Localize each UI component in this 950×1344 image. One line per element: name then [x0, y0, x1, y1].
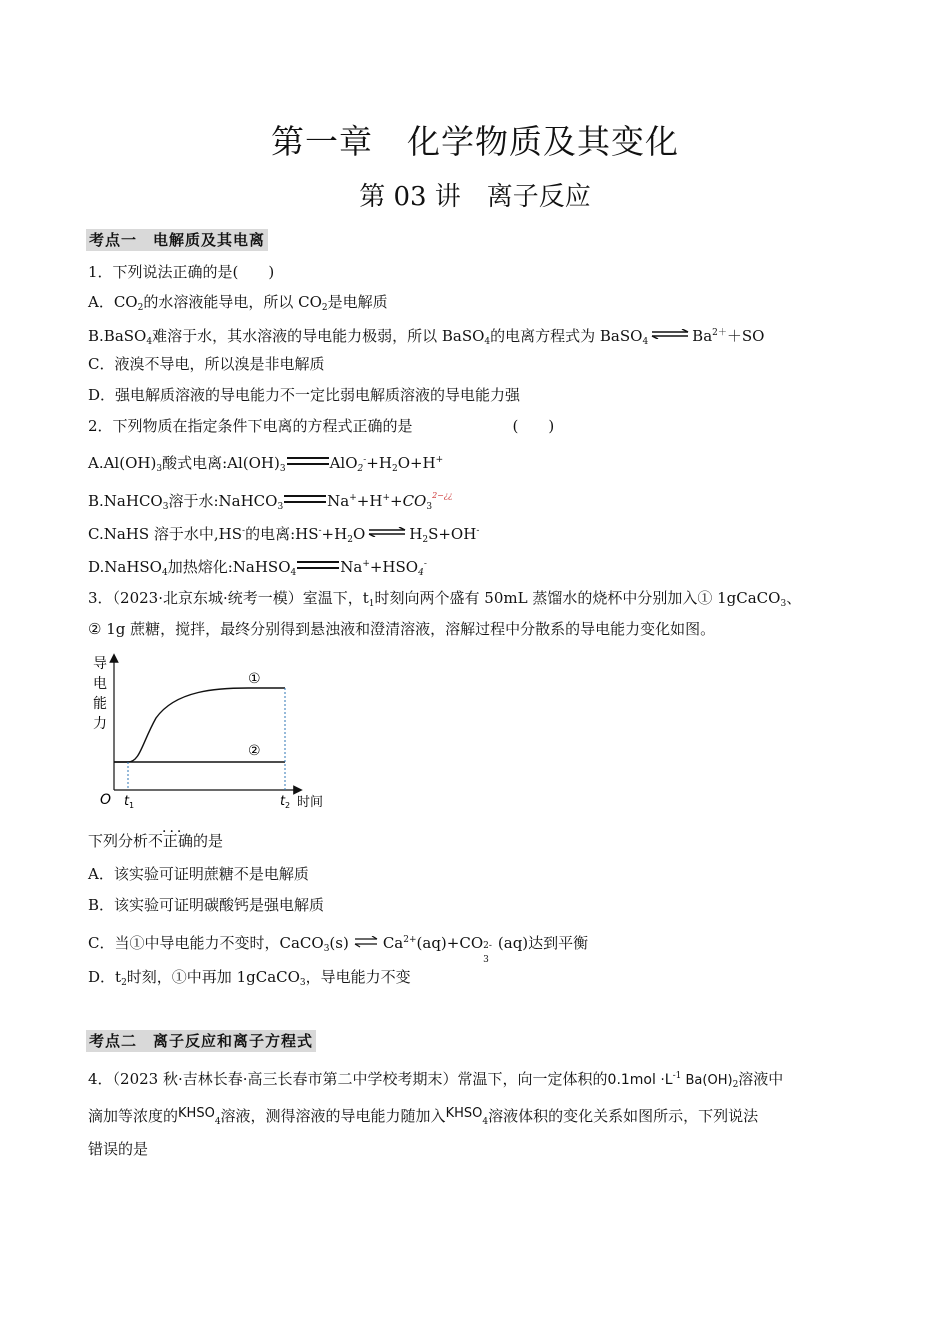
reversible-arrow-icon: [367, 527, 407, 537]
equals-arrow-icon: [284, 495, 326, 503]
reversible-arrow-icon: [650, 329, 690, 339]
q2-option-b: B.NaHCO$_3$溶于水:NaHCO$_3$ $Na^++H^++CO_3^{2-¿¿}$: [88, 491, 453, 512]
conductivity-graph: [88, 648, 338, 813]
q4-stem-line1: 4．（2023 秋·吉林长春·高三长春市第二中学校考期末）常温下，向一定体积的$0.1mol \cdot L^{-1}$ $Ba(OH)_2$溶液中: [88, 1070, 784, 1090]
y-label-char: 能: [93, 696, 107, 712]
q2-option-c: C.NaHS 溶于水中,HS-的电离$:HS^-+H_2O$ $H_2S+OH^-$: [88, 525, 480, 545]
q3-question: 下列分析不正确 ···的是: [88, 831, 223, 851]
curve-1-label: ①: [248, 671, 261, 687]
y-label-char: 力: [93, 716, 107, 732]
equals-arrow-icon: [297, 561, 339, 569]
chapter-title: 第一章 化学物质及其变化: [271, 122, 679, 161]
q2-option-d: D.NaHSO$_4$加热熔化:NaHSO$_4$ $Na^++HSO_4^-$: [88, 558, 427, 578]
origin-label: O: [100, 792, 112, 808]
q3-stem-line2: ② 1g 蔗糖，搅拌，最终分别得到悬浊液和澄清溶液，溶解过程中分散系的导电能力变化如图。: [88, 620, 716, 638]
q1-option-d: D．强电解质溶液的导电能力不一定比弱电解质溶液的导电能力强: [88, 386, 521, 404]
t1-sub: 1: [129, 801, 135, 810]
y-label-char: 电: [93, 676, 107, 692]
q1-option-a: A．$CO_2$的水溶液能导电，所以 $CO_2$是电解质: [88, 293, 388, 313]
t1-label: t: [124, 794, 130, 809]
y-label-char: 导: [93, 656, 107, 672]
section-heading-1: 考点一 电解质及其电离: [86, 229, 268, 251]
emphasis-dotted: 不正确 ···: [148, 832, 193, 850]
t2-sub: 2: [285, 801, 291, 810]
q3-option-c: C．当①中导电能力不变时，CaCO$_3$(s) $Ca^{2+}(aq)+CO$ 2- 3 (aq)达到平衡: [88, 934, 589, 965]
section-heading-2: 考点二 离子反应和离子方程式: [86, 1030, 316, 1052]
q3-option-d: D．$t_2$时刻，①中再加 1gCaCO$_3$，导电能力不变: [88, 968, 411, 988]
q4-stem-line2: 滴加等浓度的$KHSO_4$溶液，测得溶液的导电能力随加入$KHSO_4$溶液体积的变化关系如图所示，下列说法: [88, 1106, 759, 1127]
reversible-arrow-icon: [351, 936, 381, 946]
q1-option-b: B.BaSO$_4$难溶于水，其水溶液的导电能力极弱，所以 BaSO$_4$的电离方程式为 BaSO$_4$ $Ba^{2+}+SO$: [88, 327, 765, 347]
lesson-title: 第 03 讲 离子反应: [359, 182, 591, 212]
q3-option-a: A．该实验可证明蔗糖不是电解质: [88, 865, 309, 883]
q2-stem: 2．下列物质在指定条件下电离的方程式正确的是 ( ): [88, 417, 555, 435]
q1-option-c: C．液溴不导电，所以溴是非电解质: [88, 355, 325, 373]
q4-stem-line3: 错误的是: [88, 1140, 149, 1158]
equals-arrow-icon: [287, 457, 329, 465]
q2-option-a: $A.Al(OH)_3$酸式电离$:Al(OH)_3$ $AlO_2^-+H_2O+H^+$: [88, 454, 444, 474]
q3-stem-line1: 3．（2023·北京东城·统考一模）室温下，$t_1$时刻向两个盛有 50mL 蒸馏水的烧杯中分别加入① 1gCaCO$_3$、: [88, 589, 802, 609]
q1-stem: 1．下列说法正确的是( ): [88, 263, 275, 281]
t2-label: t: [280, 794, 286, 809]
q3-option-b: B．该实验可证明碳酸钙是强电解质: [88, 896, 325, 914]
curve-2-label: ②: [248, 743, 261, 759]
x-axis-label: 时间: [297, 795, 324, 810]
